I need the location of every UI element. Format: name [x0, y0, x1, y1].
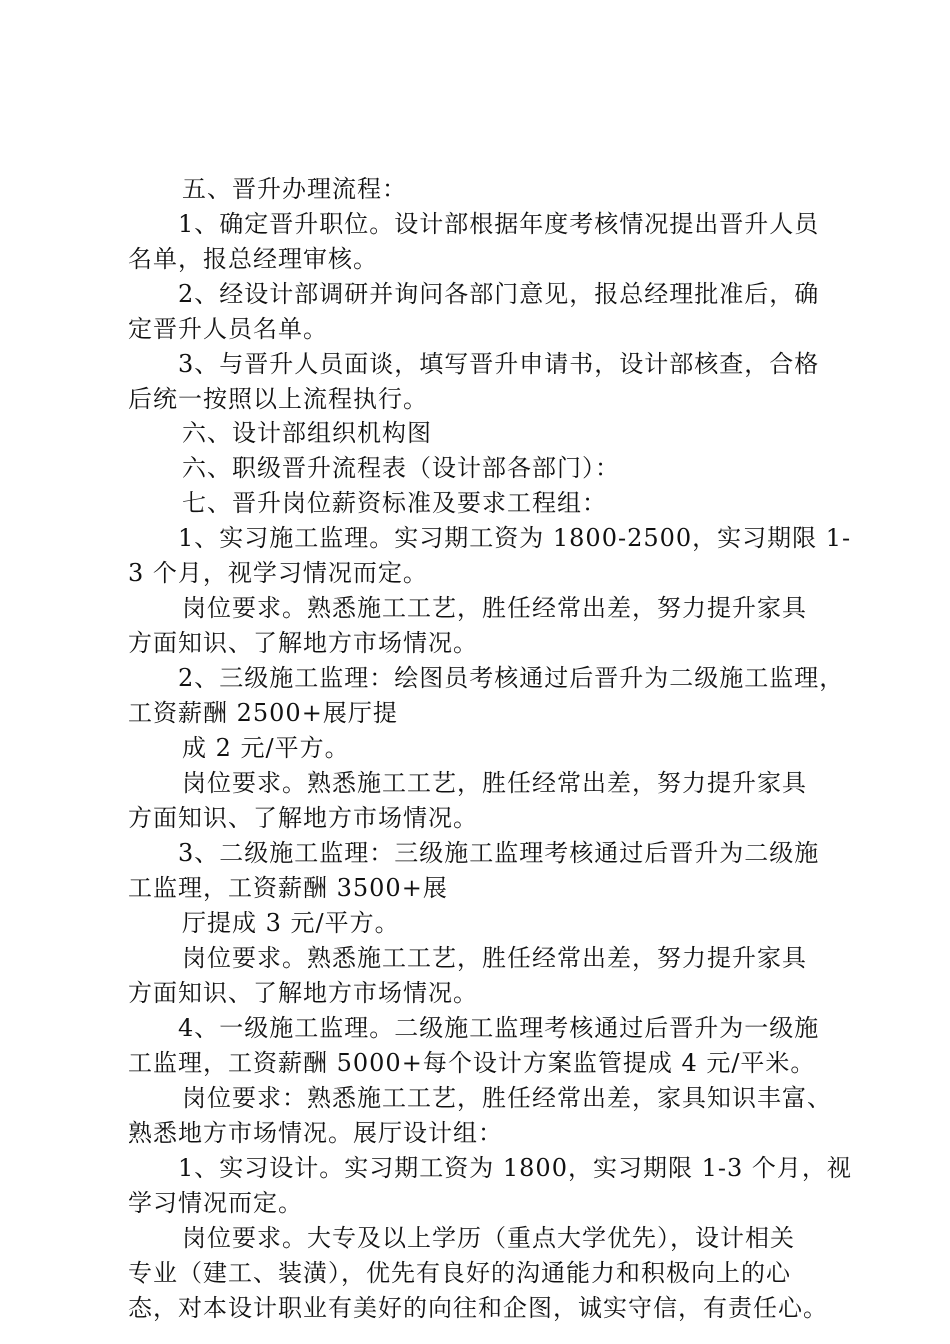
paragraph-line: 岗位要求。大专及以上学历（重点大学优先），设计相关 — [182, 1224, 795, 1252]
section-heading: 六、设计部组织机构图 — [182, 419, 432, 447]
section-heading: 六、职级晋升流程表（设计部各部门）： — [182, 454, 620, 482]
paragraph-line: 工监理，工资薪酬 3500+展 — [128, 874, 448, 902]
section-heading: 五、晋升办理流程： — [182, 175, 407, 203]
paragraph-line: 态，对本设计职业有美好的向往和企图，诚实守信，有责任心。 — [128, 1294, 828, 1322]
paragraph-line: 3 个月，视学习情况而定。 — [128, 559, 428, 587]
paragraph-line: 学习情况而定。 — [128, 1189, 303, 1217]
paragraph-line: 工资薪酬 2500+展厅提 — [128, 699, 398, 727]
paragraph-line: 后统一按照以上流程执行。 — [128, 385, 428, 413]
section-heading: 七、晋升岗位薪资标准及要求工程组： — [182, 489, 607, 517]
paragraph-line: 2、经设计部调研并询问各部门意见，报总经理批准后，确 — [178, 280, 820, 308]
paragraph-line: 方面知识、了解地方市场情况。 — [128, 979, 478, 1007]
paragraph-line: 1、确定晋升职位。设计部根据年度考核情况提出晋升人员 — [178, 210, 820, 238]
paragraph-line: 工监理，工资薪酬 5000+每个设计方案监管提成 4 元/平米。 — [128, 1049, 816, 1077]
paragraph-line: 名单，报总经理审核。 — [128, 245, 378, 273]
paragraph-line: 4、一级施工监理。二级施工监理考核通过后晋升为一级施 — [178, 1014, 820, 1042]
paragraph-line: 专业（建工、装潢），优先有良好的沟通能力和积极向上的心 — [128, 1259, 791, 1287]
paragraph-line: 方面知识、了解地方市场情况。 — [128, 804, 478, 832]
paragraph-line: 1、实习施工监理。实习期工资为 1800-2500，实习期限 1- — [178, 524, 852, 552]
paragraph-line: 岗位要求：熟悉施工工艺，胜任经常出差，家具知识丰富、 — [182, 1084, 832, 1112]
paragraph-line: 1、实习设计。实习期工资为 1800，实习期限 1-3 个月，视 — [178, 1154, 852, 1182]
paragraph-line: 熟悉地方市场情况。展厅设计组： — [128, 1119, 503, 1147]
paragraph-line: 3、二级施工监理：三级施工监理考核通过后晋升为二级施 — [178, 839, 820, 867]
paragraph-line: 岗位要求。熟悉施工工艺，胜任经常出差，努力提升家具 — [182, 594, 807, 622]
paragraph-line: 3、与晋升人员面谈，填写晋升申请书，设计部核查，合格 — [178, 350, 820, 378]
paragraph-line: 2、三级施工监理：绘图员考核通过后晋升为二级施工监理， — [178, 664, 845, 692]
paragraph-line: 定晋升人员名单。 — [128, 315, 328, 343]
paragraph-line: 岗位要求。熟悉施工工艺，胜任经常出差，努力提升家具 — [182, 944, 807, 972]
paragraph-line: 成 2 元/平方。 — [182, 734, 350, 762]
paragraph-line: 方面知识、了解地方市场情况。 — [128, 629, 478, 657]
paragraph-line: 厅提成 3 元/平方。 — [182, 909, 400, 937]
paragraph-line: 岗位要求。熟悉施工工艺，胜任经常出差，努力提升家具 — [182, 769, 807, 797]
